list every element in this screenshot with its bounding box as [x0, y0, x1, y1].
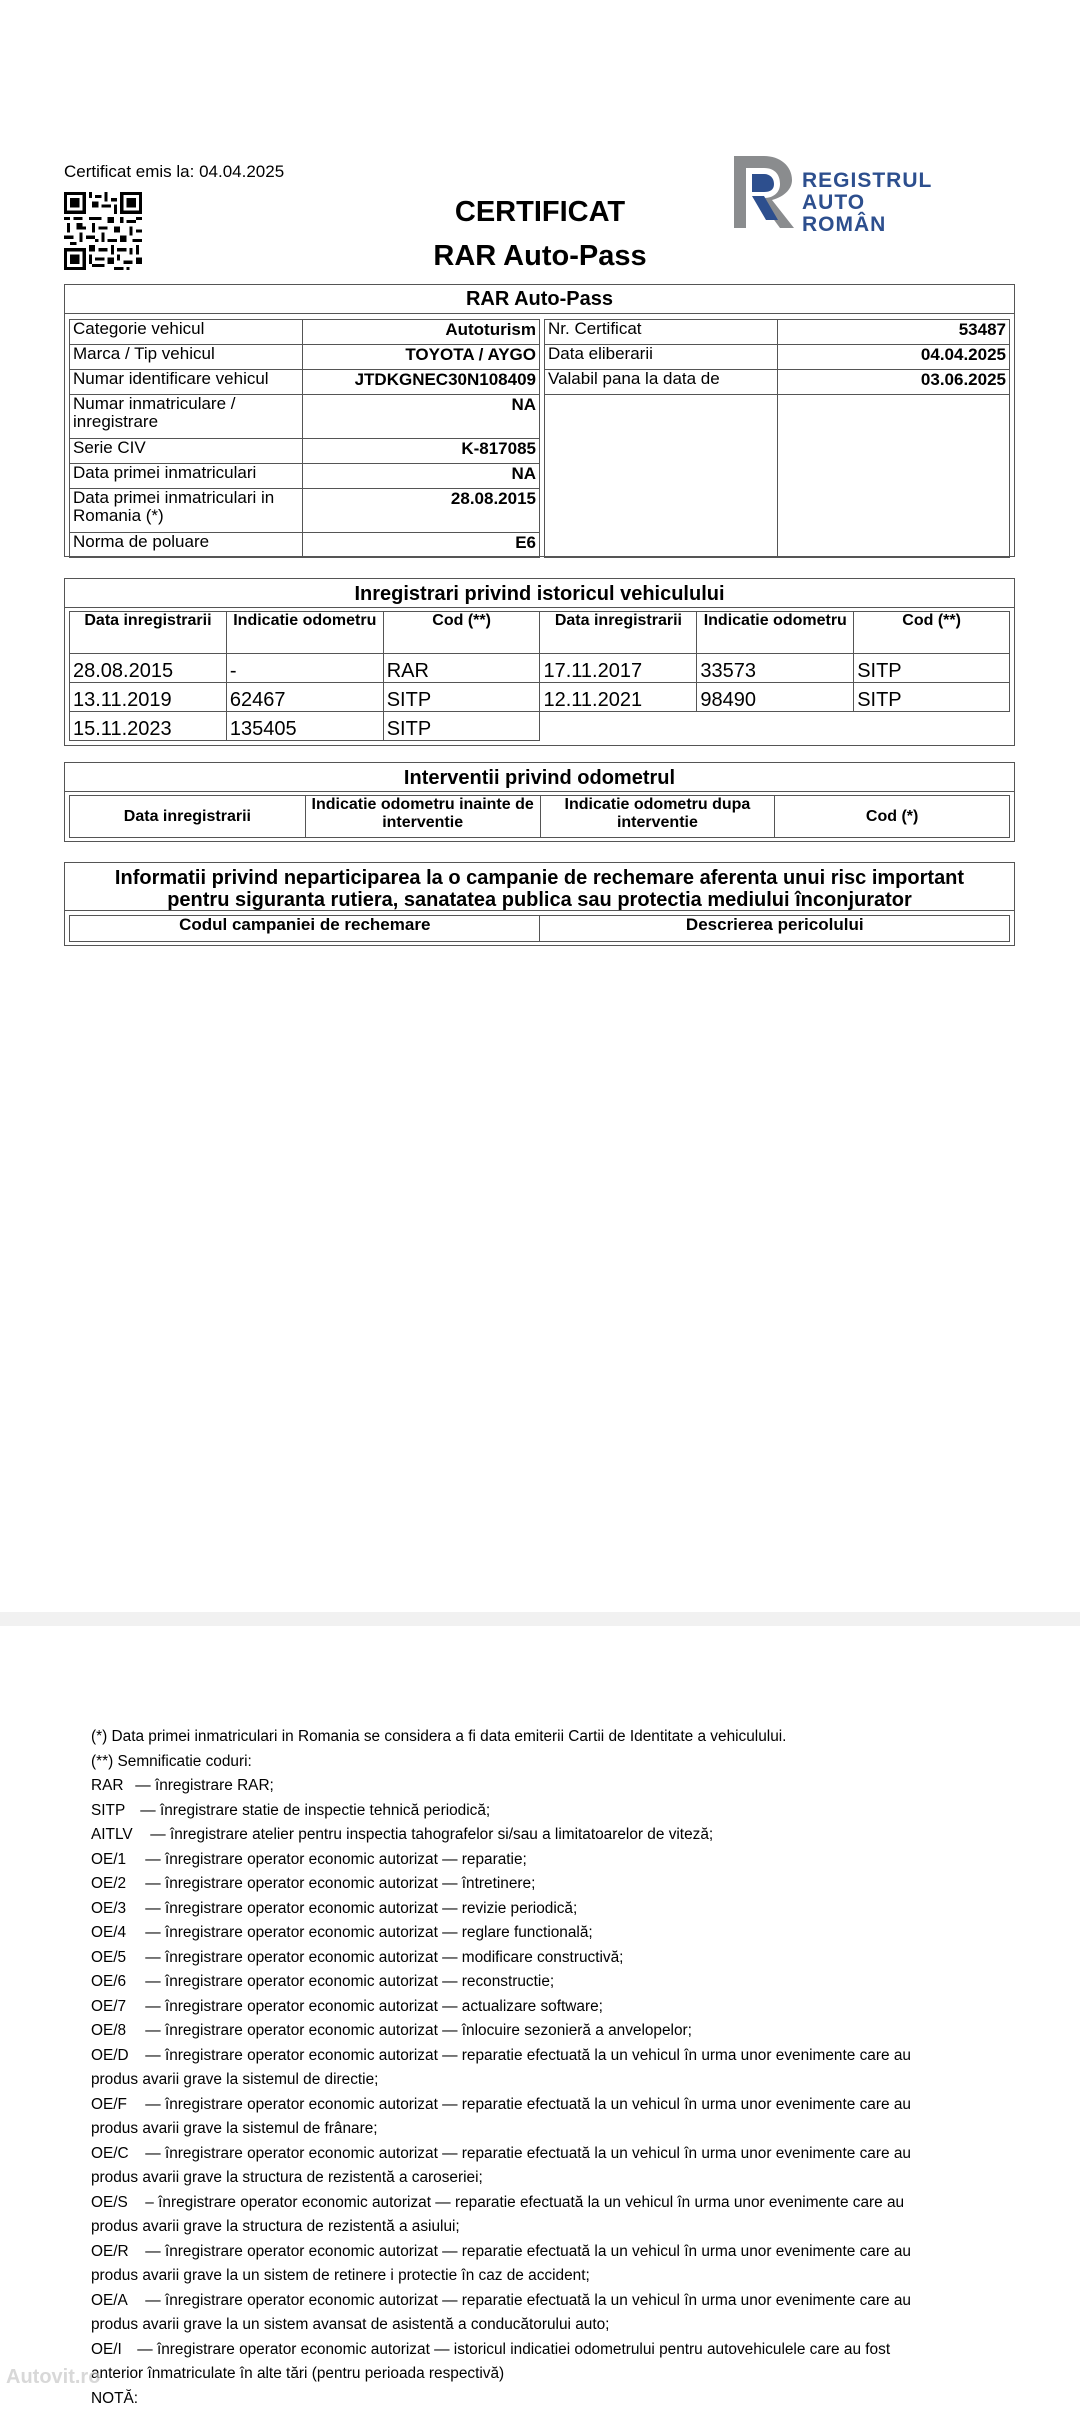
empty-cell: [540, 712, 1010, 741]
code-row-continuation: produs avarii grave la sistemul de directie;: [91, 2068, 991, 2093]
cell-code: SITP: [854, 654, 1010, 683]
col-odometer: Indicatie odometru: [226, 612, 383, 654]
value: 03.06.2025: [778, 370, 1010, 395]
label: Numar identificare vehicul: [70, 370, 303, 395]
recall-box: [64, 862, 1015, 946]
odometer-box: [64, 762, 1015, 842]
note-codes-heading: (**) Semnificatie coduri:: [91, 1750, 991, 1775]
label: Nr. Certificat: [545, 320, 778, 345]
code-text: — înregistrare statie de inspectie tehnică periodică;: [140, 1802, 490, 1819]
code-text: – înregistrare operator economic autorizat — reparatie efectuată la un vehicul în urma unor evenimente care au: [145, 2194, 904, 2211]
code-label: RAR: [91, 1774, 131, 1799]
odometer-header-row: [70, 796, 1010, 838]
code-row: [91, 1921, 991, 1946]
cell-date: 28.08.2015: [70, 654, 227, 683]
code-text: — înregistrare atelier pentru inspectia tahografelor si/sau a limitatoarelor de viteză;: [150, 1826, 713, 1843]
code-row-continuation: produs avarii grave la un sistem avansat de asistentă a conducătorului auto;: [91, 2313, 991, 2338]
note-nota: NOTĂ:: [91, 2387, 991, 2411]
code-label: OE/A: [91, 2289, 141, 2314]
code-label: OE/D: [91, 2044, 141, 2069]
code-text: — înregistrare operator economic autorizat — reparatie efectuată la un vehicul în urma unor evenimente care au: [145, 2145, 911, 2162]
code-label: OE/6: [91, 1970, 141, 1995]
empty-cell: [545, 395, 778, 558]
code-text: — înregistrare operator economic autorizat — reparatie efectuată la un vehicul în urma unor evenimente care au: [145, 2047, 911, 2064]
code-label: OE/1: [91, 1848, 141, 1873]
cell-date: 15.11.2023: [70, 712, 227, 741]
code-label: SITP: [91, 1799, 136, 1824]
row-vin: [70, 370, 540, 395]
code-label: OE/C: [91, 2142, 141, 2167]
page-separator: [0, 1612, 1080, 1626]
vehicle-right-table: [544, 319, 1010, 558]
row-civ: [70, 439, 540, 464]
cell-date: 13.11.2019: [70, 683, 227, 712]
code-row: [91, 2044, 991, 2069]
note-first-reg: (*) Data primei inmatriculari in Romania se considera a fi data emiterii Cartii de Identitate a vehiculului.: [91, 1725, 991, 1750]
code-text: — înregistrare operator economic autorizat — reconstructie;: [145, 1973, 554, 1990]
code-text: — înregistrare operator economic autorizat — actualizare software;: [145, 1998, 603, 2015]
vehicle-info-box: [64, 284, 1015, 557]
code-row-continuation: produs avarii grave la un sistem de retinere i protectie în caz de accident;: [91, 2264, 991, 2289]
recall-title-line1: Informatii privind neparticiparea la o campanie de rechemare aferenta unui risc important: [65, 867, 1014, 889]
value: K-817085: [303, 439, 540, 464]
code-text: — înregistrare operator economic autorizat — reglare functională;: [145, 1924, 592, 1941]
col-code: Cod (**): [854, 612, 1010, 654]
code-row: [91, 1872, 991, 1897]
label: Norma de poluare: [70, 533, 303, 558]
label: Numar inmatriculare / inregistrare: [70, 395, 303, 439]
code-label: AITLV: [91, 1823, 146, 1848]
cell-code: RAR: [383, 654, 540, 683]
cell-odometer: 62467: [226, 683, 383, 712]
value: 04.04.2025: [778, 345, 1010, 370]
cell-odometer: -: [226, 654, 383, 683]
vehicle-info-title: RAR Auto-Pass: [65, 285, 1014, 314]
watermark: Autovit.ro: [6, 2366, 100, 2389]
cell-code: SITP: [383, 683, 540, 712]
recall-title-line2: pentru siguranta rutiera, sanatatea publica sau protectia mediului înconjurator: [65, 889, 1014, 911]
value: NA: [303, 395, 540, 439]
value: Autoturism: [303, 320, 540, 345]
code-text: — înregistrare operator economic autorizat — întretinere;: [145, 1875, 535, 1892]
label: Serie CIV: [70, 439, 303, 464]
col-odometer: Indicatie odometru: [697, 612, 854, 654]
code-text: — înregistrare operator economic autorizat — reparatie efectuată la un vehicul în urma unor evenimente care au: [145, 2096, 911, 2113]
row-cert-no: [545, 320, 1010, 345]
label: Marca / Tip vehicul: [70, 345, 303, 370]
label: Data eliberarii: [545, 345, 778, 370]
cell-odometer: 33573: [697, 654, 854, 683]
recall-title: [65, 863, 1014, 911]
col-date: Data inregistrarii: [540, 612, 697, 654]
label: Data primei inmatriculari: [70, 464, 303, 489]
empty-cell: [778, 395, 1010, 558]
table-row: [70, 712, 1010, 741]
code-row: [91, 1946, 991, 1971]
row-category: [70, 320, 540, 345]
code-row: [91, 1799, 991, 1824]
table-row: [70, 654, 1010, 683]
value: TOYOTA / AYGO: [303, 345, 540, 370]
code-label: OE/I: [91, 2338, 133, 2363]
col-campaign-code: Codul campaniei de rechemare: [70, 916, 540, 942]
code-label: OE/F: [91, 2093, 141, 2118]
row-first-reg-ro: [70, 489, 540, 533]
code-row: [91, 2191, 991, 2216]
row-registration: [70, 395, 540, 439]
code-row: [91, 1774, 991, 1799]
row-first-reg: [70, 464, 540, 489]
history-title: Inregistrari privind istoricul vehiculului: [65, 579, 1014, 608]
odometer-table: [69, 795, 1010, 838]
row-valid-until: [545, 370, 1010, 395]
rar-logo-mark: [730, 152, 800, 232]
code-label: OE/3: [91, 1897, 141, 1922]
col-code: Cod (**): [383, 612, 540, 654]
issue-date: Certificat emis la: 04.04.2025: [64, 162, 284, 182]
table-row: [70, 683, 1010, 712]
value: 28.08.2015: [303, 489, 540, 533]
cell-odometer: 135405: [226, 712, 383, 741]
row-emission: [70, 533, 540, 558]
col-date: Data inregistrarii: [70, 796, 306, 838]
code-row: [91, 2142, 991, 2167]
code-label: OE/5: [91, 1946, 141, 1971]
cell-date: 12.11.2021: [540, 683, 697, 712]
notes-section: [91, 1725, 991, 2411]
value: JTDKGNEC30N108409: [303, 370, 540, 395]
recall-table: [69, 915, 1010, 942]
rar-logo: [730, 152, 950, 232]
code-text: — înregistrare operator economic autorizat — reparatie;: [145, 1851, 527, 1868]
code-row-continuation: produs avarii grave la structura de rezistentă a asiului;: [91, 2215, 991, 2240]
logo-text-line1: REGISTRUL: [802, 170, 932, 192]
code-row-continuation: anterior înmatriculate în alte tări (pentru perioada respectivă): [91, 2362, 991, 2387]
row-issue-date: [545, 345, 1010, 370]
cell-code: SITP: [854, 683, 1010, 712]
code-text: — înregistrare operator economic autorizat — revizie periodică;: [145, 1900, 577, 1917]
cell-date: 17.11.2017: [540, 654, 697, 683]
certificate-title: CERTIFICAT: [0, 196, 1080, 229]
code-text: — înregistrare operator economic autorizat — reparatie efectuată la un vehicul în urma unor evenimente care au: [145, 2243, 911, 2260]
certificate-subtitle: RAR Auto-Pass: [0, 240, 1080, 273]
history-header-row: [70, 612, 1010, 654]
code-row: [91, 2019, 991, 2044]
cell-odometer: 98490: [697, 683, 854, 712]
code-text: — înregistrare operator economic autorizat — modificare constructivă;: [145, 1949, 623, 1966]
col-hazard-description: Descrierea pericolului: [540, 916, 1010, 942]
code-row: [91, 2093, 991, 2118]
recall-header-row: [70, 916, 1010, 942]
code-row: [91, 1970, 991, 1995]
value: E6: [303, 533, 540, 558]
code-row-continuation: produs avarii grave la sistemul de frânare;: [91, 2117, 991, 2142]
code-text: — înregistrare operator economic autorizat — înlocuire sezonieră a anvelopelor;: [145, 2022, 692, 2039]
value: 53487: [778, 320, 1010, 345]
code-label: OE/S: [91, 2191, 141, 2216]
row-empty: [545, 395, 1010, 558]
row-make: [70, 345, 540, 370]
code-label: OE/7: [91, 1995, 141, 2020]
code-row-continuation: produs avarii grave la structura de rezistentă a caroseriei;: [91, 2166, 991, 2191]
code-row: [91, 1897, 991, 1922]
code-row: [91, 1995, 991, 2020]
code-label: OE/2: [91, 1872, 141, 1897]
vehicle-left-table: [69, 319, 540, 558]
label: Valabil pana la data de: [545, 370, 778, 395]
code-row: [91, 2289, 991, 2314]
cell-code: SITP: [383, 712, 540, 741]
code-row: [91, 2240, 991, 2265]
col-after: Indicatie odometru dupa interventie: [540, 796, 775, 838]
code-row: [91, 1848, 991, 1873]
code-row: [91, 1823, 991, 1848]
code-text: — înregistrare RAR;: [135, 1777, 274, 1794]
col-before: Indicatie odometru inainte de interventie: [305, 796, 540, 838]
code-label: OE/4: [91, 1921, 141, 1946]
code-text: — înregistrare operator economic autorizat — reparatie efectuată la un vehicul în urma unor evenimente care au: [145, 2292, 911, 2309]
logo-text-line2: AUTO ROMÂN: [802, 192, 950, 236]
odometer-title: Interventii privind odometrul: [65, 763, 1014, 792]
col-code: Cod (*): [775, 796, 1010, 838]
label: Categorie vehicul: [70, 320, 303, 345]
label: Data primei inmatriculari in Romania (*): [70, 489, 303, 533]
value: NA: [303, 464, 540, 489]
code-label: OE/R: [91, 2240, 141, 2265]
code-row: [91, 2338, 991, 2363]
history-box: [64, 578, 1015, 746]
code-text: — înregistrare operator economic autorizat — istoricul indicatiei odometrului pentru autovehiculele care au fost: [137, 2341, 890, 2358]
code-label: OE/8: [91, 2019, 141, 2044]
history-table: [69, 611, 1010, 741]
col-date: Data inregistrarii: [70, 612, 227, 654]
